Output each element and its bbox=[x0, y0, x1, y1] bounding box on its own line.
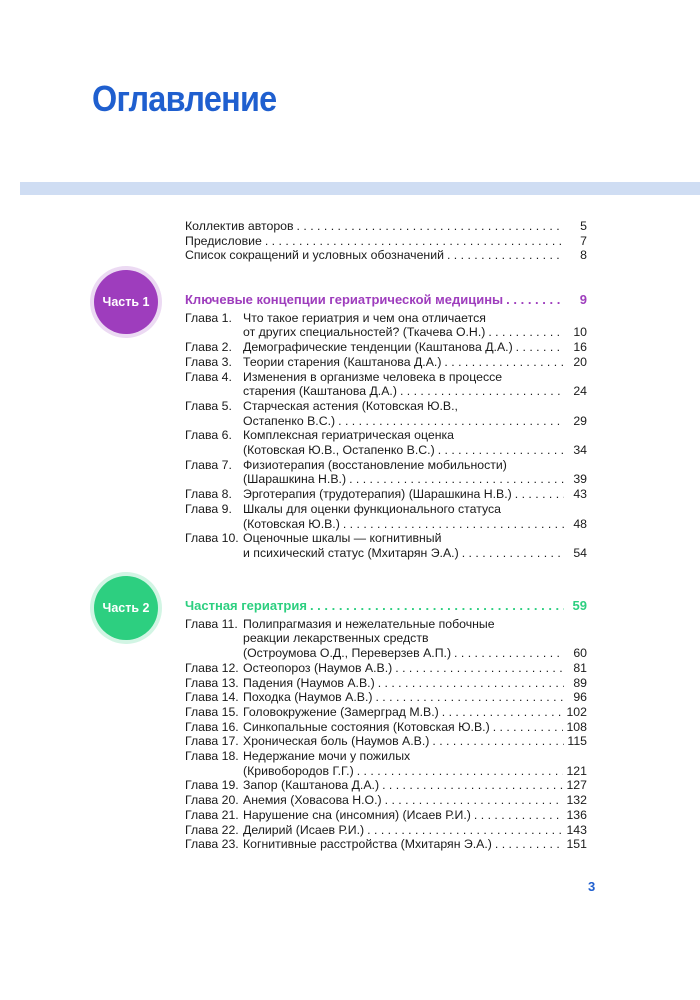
header-band bbox=[20, 182, 700, 195]
toc-chapter-14[interactable]: Глава 14. Походка (Наумов А.В.) . . . 96 bbox=[185, 690, 587, 705]
toc-chapter-12[interactable]: Глава 12. Остеопороз (Наумов А.В.) . . . 81 bbox=[185, 661, 587, 676]
toc-chapter-22[interactable]: Глава 22. Делирий (Исаев Р.И.) . . . 143 bbox=[185, 823, 587, 838]
part2-list bbox=[185, 599, 587, 852]
toc-chapter-3[interactable]: Глава 3. Теории старения (Каштанова Д.А.) . . . 20 bbox=[185, 355, 587, 370]
front-matter-list bbox=[185, 219, 587, 263]
part1-heading[interactable]: Ключевые концепции гериатрической медицины . . . 9 bbox=[185, 293, 587, 308]
toc-chapter-19[interactable]: Глава 19. Запор (Каштанова Д.А.) . . . 127 bbox=[185, 778, 587, 793]
toc-chapter-15[interactable]: Глава 15. Головокружение (Замерград М.В.) . . . 102 bbox=[185, 705, 587, 720]
toc-chapter-20[interactable]: Глава 20. Анемия (Ховасова Н.О.) . . . 132 bbox=[185, 793, 587, 808]
toc-chapter-11[interactable]: Глава 11. Полипрагмазия и нежелательные побочные реакции лекарственных средств (Остроумова О.Д., Переверзев А.П.) . . . 60 bbox=[185, 617, 587, 661]
toc-chapter-5[interactable]: Глава 5. Старческая астения (Котовская Ю.В., Остапенко В.С.) . . . 29 bbox=[185, 399, 587, 428]
toc-chapter-7[interactable]: Глава 7. Физиотерапия (восстановление мобильности) (Шарашкина Н.В.) . . . 39 bbox=[185, 458, 587, 487]
part2-heading[interactable]: Частная гериатрия . . . 59 bbox=[185, 599, 587, 614]
toc-chapter-10[interactable]: Глава 10. Оценочные шкалы — когнитивный и психический статус (Мхитарян Э.А.) . . . 54 bbox=[185, 531, 587, 560]
toc-chapter-17[interactable]: Глава 17. Хроническая боль (Наумов А.В.) . . . 115 bbox=[185, 734, 587, 749]
toc-chapter-23[interactable]: Глава 23. Когнитивные расстройства (Мхитарян Э.А.) . . . 151 bbox=[185, 837, 587, 852]
toc-chapter-2[interactable]: Глава 2. Демографические тенденции (Каштанова Д.А.) . . . 16 bbox=[185, 340, 587, 355]
toc-chapter-16[interactable]: Глава 16. Синкопальные состояния (Котовская Ю.В.) . . . 108 bbox=[185, 720, 587, 735]
page-number: 3 bbox=[588, 879, 596, 894]
part2-badge: Часть 2 bbox=[94, 576, 158, 640]
part1-list bbox=[185, 293, 587, 561]
toc-entry-authors[interactable]: Коллектив авторов . . . 5 bbox=[185, 219, 587, 234]
toc-entry-abbreviations[interactable]: Список сокращений и условных обозначений . . . 8 bbox=[185, 248, 587, 263]
page-title: Оглавление bbox=[92, 78, 277, 119]
part1-badge: Часть 1 bbox=[94, 270, 158, 334]
toc-chapter-4[interactable]: Глава 4. Изменения в организме человека в процессе старения (Каштанова Д.А.) . . . 24 bbox=[185, 370, 587, 399]
toc-chapter-13[interactable]: Глава 13. Падения (Наумов А.В.) . . . 89 bbox=[185, 676, 587, 691]
toc-chapter-8[interactable]: Глава 8. Эрготерапия (трудотерапия) (Шарашкина Н.В.) . . . 43 bbox=[185, 487, 587, 502]
toc-chapter-6[interactable]: Глава 6. Комплексная гериатрическая оценка (Котовская Ю.В., Остапенко В.С.) . . . 34 bbox=[185, 428, 587, 457]
toc-chapter-18[interactable]: Глава 18. Недержание мочи у пожилых (Кривобородов Г.Г.) . . . 121 bbox=[185, 749, 587, 778]
toc-entry-preface[interactable]: Предисловие . . . 7 bbox=[185, 234, 587, 249]
toc-chapter-9[interactable]: Глава 9. Шкалы для оценки функционального статуса (Котовская Ю.В.) . . . 48 bbox=[185, 502, 587, 531]
toc-chapter-1[interactable]: Глава 1. Что такое гериатрия и чем она отличается от других специальностей? (Ткачева О.Н.) . . . 10 bbox=[185, 311, 587, 340]
toc-chapter-21[interactable]: Глава 21. Нарушение сна (инсомния) (Исаев Р.И.) . . . 136 bbox=[185, 808, 587, 823]
